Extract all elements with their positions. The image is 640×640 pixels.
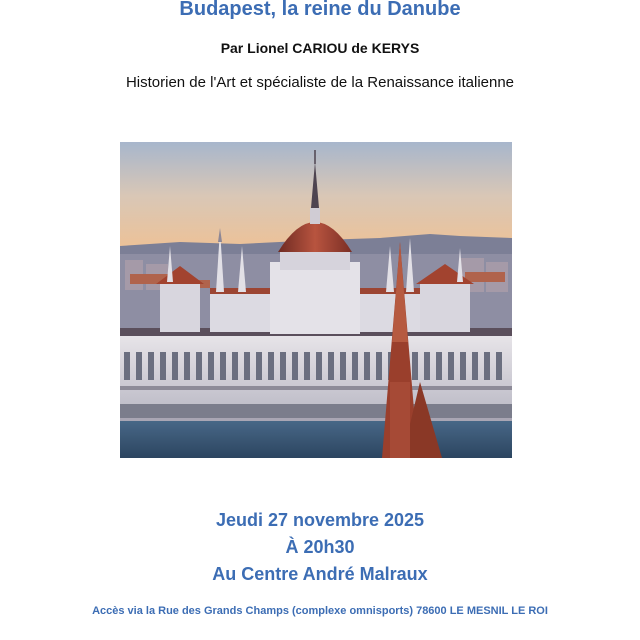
event-date: Jeudi 27 novembre 2025 <box>215 510 425 530</box>
parliament-photo <box>120 142 512 458</box>
event-title: Budapest, la reine du Danube <box>179 0 461 20</box>
event-venue: Au Centre André Malraux <box>212 564 428 584</box>
speaker-name: Par Lionel CARIOU de KERYS <box>220 40 420 56</box>
event-time: À 20h30 <box>285 537 355 557</box>
access-directions: Accès via la Rue des Grands Champs (complexe omnisports) 78600 LE MESNIL LE ROI <box>92 605 548 617</box>
speaker-description: Historien de l'Art et spécialiste de la Renaissance italienne <box>125 74 515 91</box>
